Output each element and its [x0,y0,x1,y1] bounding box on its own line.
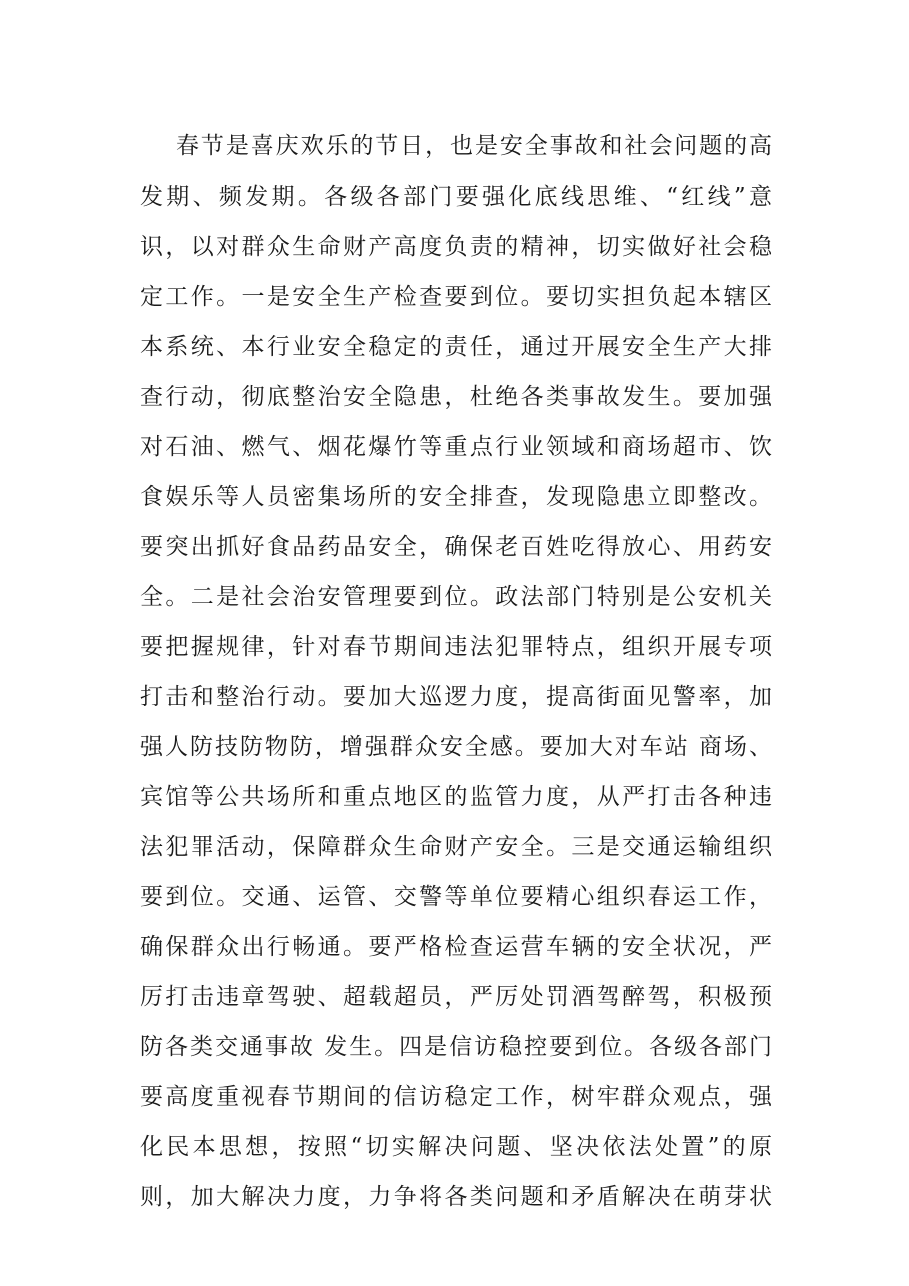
paragraph-line-7: 对石油、燃气、烟花爆竹等重点行业领域和商场超市、饮 [140,434,772,460]
paragraph-line-15: 法犯罪活动，保障群众生命财产安全。三是交通运输组织 [140,834,772,860]
paragraph-line-1: 春节是喜庆欢乐的节日，也是安全事故和社会问题的高 [176,133,772,159]
paragraph-line-2: 发期、频发期。各级各部门要强化底线思维、“红线”意 [140,184,772,210]
paragraph-line-12: 打击和整治行动。要加大巡逻力度，提高街面见警率，加 [140,684,772,710]
paragraph-line-4: 定工作。一是安全生产检查要到位。要切实担负起本辖区 [140,284,772,310]
paragraph-line-6: 查行动，彻底整治安全隐患，杜绝各类事故发生。要加强 [140,384,772,410]
paragraph-line-17: 确保群众出行畅通。要严格检查运营车辆的安全状况，严 [140,934,772,960]
paragraph-line-14: 宾馆等公共场所和重点地区的监管力度，从严打击各种违 [140,784,772,810]
paragraph-line-16: 要到位。交通、运管、交警等单位要精心组织春运工作， [140,884,772,910]
paragraph-line-8: 食娱乐等人员密集场所的安全排查，发现隐患立即整改。 [140,484,772,510]
paragraph-line-19: 防各类交通事故 发生。四是信访稳控要到位。各级各部门 [140,1034,772,1060]
paragraph-line-11: 要把握规律，针对春节期间违法犯罪特点，组织开展专项 [140,634,772,660]
paragraph-line-5: 本系统、本行业安全稳定的责任，通过开展安全生产大排 [140,334,772,360]
paragraph-line-10: 全。二是社会治安管理要到位。政法部门特别是公安机关 [140,584,772,610]
paragraph-line-9: 要突出抓好食品药品安全，确保老百姓吃得放心、用药安 [140,534,772,560]
paragraph-line-18: 厉打击违章驾驶、超载超员，严厉处罚酒驾醉驾，积极预 [140,984,772,1010]
paragraph-line-20: 要高度重视春节期间的信访稳定工作，树牢群众观点，强 [140,1084,772,1110]
paragraph-line-21: 化民本思想，按照“切实解决问题、坚决依法处置”的原 [140,1134,772,1160]
paragraph-line-22: 则，加大解决力度，力争将各类问题和矛盾解决在萌芽状 [140,1184,772,1210]
paragraph-line-3: 识，以对群众生命财产高度负责的精神，切实做好社会稳 [140,234,772,260]
paragraph-line-13: 强人防技防物防，增强群众安全感。要加大对车站 商场、 [140,734,772,760]
